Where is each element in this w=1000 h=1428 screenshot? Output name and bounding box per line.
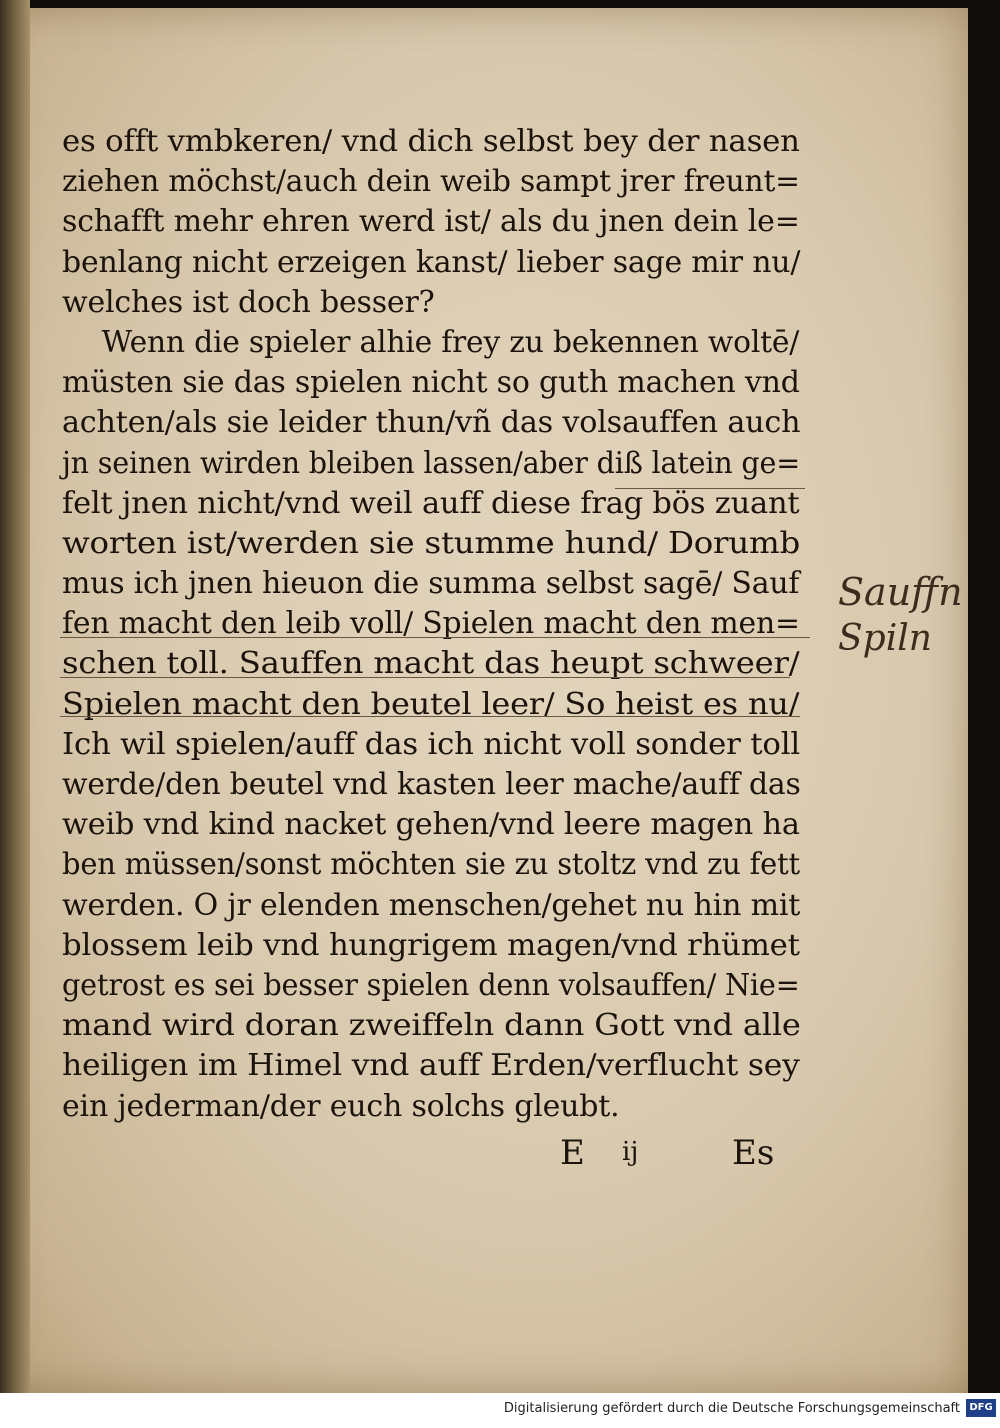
text-line: worten ist/werden sie stumme hund/ Dorumb bbox=[62, 525, 801, 561]
book-spine bbox=[0, 0, 30, 1395]
text-line: benlang nicht erzeigen kanst/ lieber sage mir nu/ bbox=[62, 244, 801, 280]
text-line: achten/als sie leider thun/vñ das volsauffen auch bbox=[62, 405, 801, 441]
text-line: mus ich jnen hieuon die summa selbst sagē/ Sauf bbox=[62, 566, 800, 602]
funding-credit: Digitalisierung gefördert durch die Deutsche Forschungsgemeinschaft bbox=[503, 1401, 960, 1416]
text-line: heiligen im Himel vnd auff Erden/verflucht sey bbox=[62, 1048, 800, 1084]
handwritten-marginalia bbox=[838, 570, 968, 680]
dfg-logo-icon: DFG bbox=[966, 1399, 996, 1417]
text-line: Wenn die spieler alhie frey zu bekennen woltē/ bbox=[101, 324, 800, 360]
text-line: schafft mehr ehren werd ist/ als du jnen dein le= bbox=[62, 204, 800, 240]
text-line: Ich wil spielen/auff das ich nicht voll sonder toll bbox=[62, 726, 800, 762]
pen-underline bbox=[615, 488, 805, 489]
text-line: es offt vmbkeren/ vnd dich selbst bey der nasen bbox=[62, 124, 800, 159]
pen-underline bbox=[60, 677, 790, 678]
text-line: jn seinen wirden bleiben lassen/aber diß latein ge= bbox=[62, 445, 801, 481]
text-line: felt jnen nicht/vnd weil auff diese frag bös zuant bbox=[62, 485, 800, 521]
marginal-note: Sauffn bbox=[838, 570, 963, 614]
page-text-block bbox=[62, 122, 802, 1127]
text-line: ben müssen/sonst möchten sie zu stoltz vnd zu fett bbox=[62, 847, 800, 883]
marginal-note: Spiln bbox=[838, 618, 932, 659]
text-line: Spielen macht den beutel leer/ So heist es nu/ bbox=[62, 686, 800, 722]
footer-bar bbox=[0, 1393, 1000, 1428]
text-line: schen toll. Sauffen macht das heupt schweer/ bbox=[62, 646, 800, 682]
text-line: ziehen möchst/auch dein weib sampt jrer freunt= bbox=[62, 164, 800, 200]
text-line: werde/den beutel vnd kasten leer mache/auff das bbox=[62, 767, 801, 802]
pen-underline bbox=[60, 637, 810, 638]
text-line: welches ist doch besser? bbox=[62, 284, 435, 320]
text-line: weib vnd kind nacket gehen/vnd leere magen ha bbox=[62, 807, 800, 843]
signature-mark: E bbox=[560, 1133, 585, 1173]
pen-underline bbox=[60, 716, 800, 717]
text-line: getrost es sei besser spielen denn volsauffen/ Nie= bbox=[62, 967, 800, 1003]
text-line: ein jederman/der euch solchs gleubt. bbox=[62, 1088, 620, 1124]
catchword: Es bbox=[732, 1133, 775, 1173]
text-line: werden. O jr elenden menschen/gehet nu hin mit bbox=[62, 887, 801, 923]
text-line: müsten sie das spielen nicht so guth machen vnd bbox=[62, 365, 800, 401]
text-line: mand wird doran zweiffeln dann Gott vnd alle bbox=[62, 1008, 801, 1044]
text-line: blossem leib vnd hungrigem magen/vnd rhümet bbox=[62, 927, 800, 963]
text-line: fen macht den leib voll/ Spielen macht den men= bbox=[62, 606, 800, 642]
signature-number: ij bbox=[622, 1137, 639, 1167]
